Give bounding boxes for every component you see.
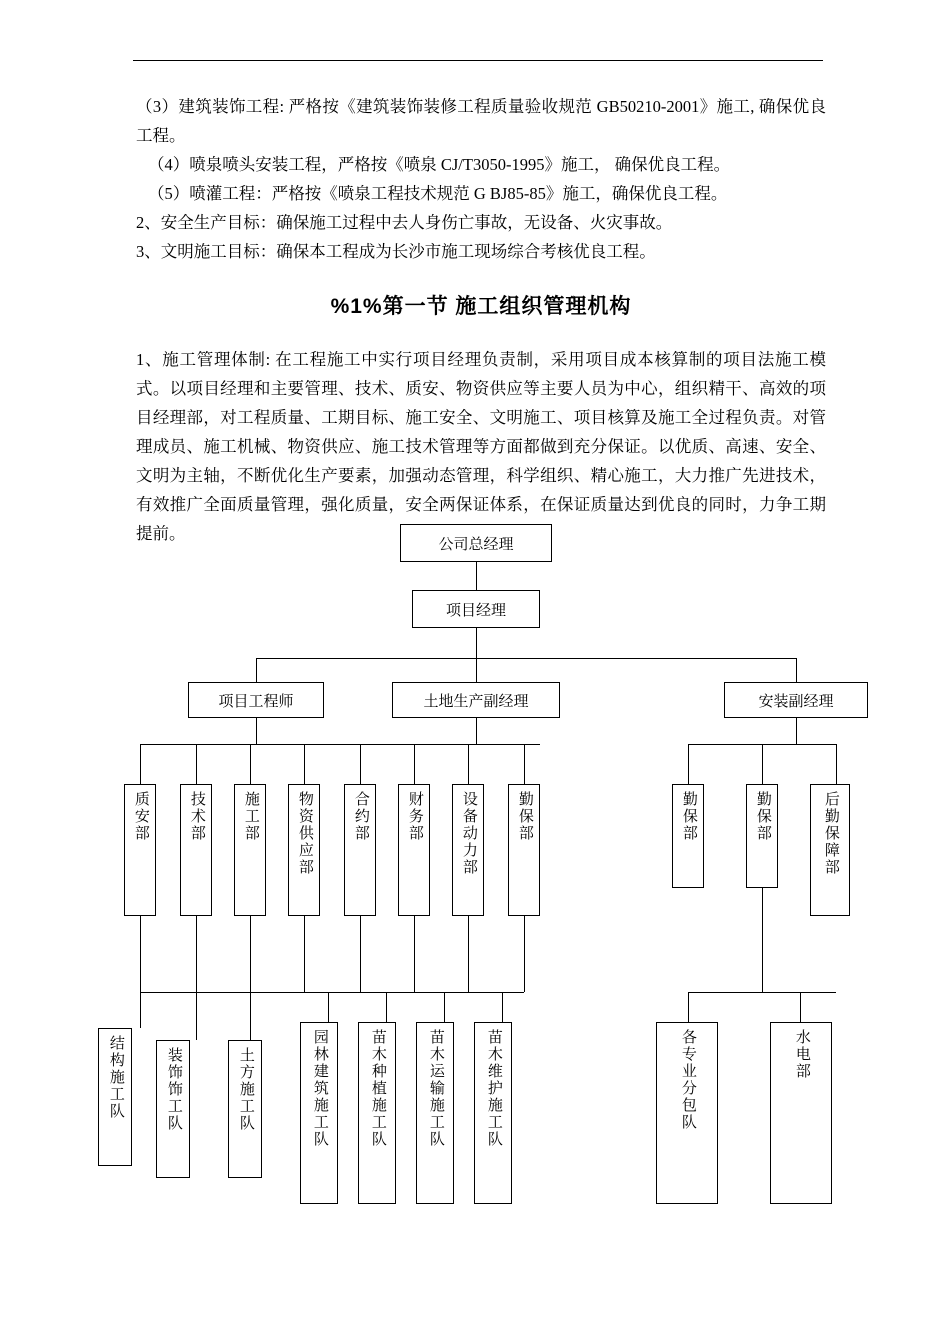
- drop-install-team-2: [800, 992, 801, 1022]
- drop-dept-5: [360, 744, 361, 784]
- org-node-team-earthwork: 土方施工队: [228, 1040, 262, 1178]
- drop-team-7: [502, 992, 503, 1022]
- org-node-land-vice-manager: 土地生产副经理: [392, 682, 560, 718]
- drop-team-1: [140, 992, 141, 1028]
- org-node-dept-technology: 技术部: [180, 784, 212, 916]
- org-node-team-planting: 苗木种植施工队: [358, 1022, 396, 1204]
- org-node-install-team-subcontract: 各专业分包队: [656, 1022, 718, 1204]
- drop-dept-7: [468, 744, 469, 784]
- drop-team-2: [196, 992, 197, 1040]
- org-node-dept-materials-supply: 物资供应部: [288, 784, 320, 916]
- drop-team-6: [444, 992, 445, 1022]
- header-rule: [133, 60, 823, 61]
- drop-install-team-1: [688, 992, 689, 1022]
- org-node-project-manager: 项目经理: [412, 590, 540, 628]
- paragraph-5: 3、文明施工目标：确保本工程成为长沙市施工现场综合考核优良工程。: [136, 242, 656, 261]
- drop-install-dept-1: [688, 744, 689, 784]
- org-node-project-engineer: 项目工程师: [188, 682, 324, 718]
- drop-dept-6: [414, 744, 415, 784]
- drop-dept5-teams: [360, 916, 361, 992]
- section-title: %1%第一节 施工组织管理机构: [330, 295, 632, 318]
- drop-install-vice: [796, 658, 797, 682]
- org-node-dept-construction: 施工部: [234, 784, 266, 916]
- drop-team-3: [250, 992, 251, 1040]
- drop-land-to-deptbus: [476, 718, 477, 744]
- drop-install-to-teams: [762, 888, 763, 992]
- paragraph-2: （4）喷泉喷头安装工程，严格按《喷泉 CJ/T3050-1995》施工， 确保优良工程。: [148, 155, 731, 174]
- org-node-install-vice-manager: 安装副经理: [724, 682, 868, 718]
- org-node-general-manager: 公司总经理: [400, 524, 552, 562]
- bus-level3: [256, 658, 796, 659]
- org-node-install-team-electrical: 水电部: [770, 1022, 832, 1204]
- org-node-team-decoration: 装饰饰工队: [156, 1040, 190, 1178]
- paragraph-4: 2、安全生产目标：确保施工过程中去人身伤亡事故，无设备、火灾事故。: [136, 213, 673, 232]
- drop-dept-2: [196, 744, 197, 784]
- drop-team-5: [386, 992, 387, 1022]
- org-node-team-maintenance: 苗木维护施工队: [474, 1022, 512, 1204]
- drop-dept6-teams: [414, 916, 415, 992]
- connector-l1-l2: [476, 562, 477, 590]
- org-node-dept-finance: 财务部: [398, 784, 430, 916]
- drop-land-vice: [476, 658, 477, 682]
- org-node-install-dept-1: 勤保部: [672, 784, 704, 888]
- drop-install-bus: [796, 718, 797, 744]
- org-node-team-transport: 苗木运输施工队: [416, 1022, 454, 1204]
- drop-eng-to-deptbus: [256, 718, 257, 744]
- org-node-dept-equipment-power: 设备动力部: [452, 784, 484, 916]
- bus-install-teams: [688, 992, 836, 993]
- org-node-dept-contract: 合约部: [344, 784, 376, 916]
- drop-dept-1: [140, 744, 141, 784]
- org-node-team-landscape-building: 园林建筑施工队: [300, 1022, 338, 1204]
- org-node-install-dept-2: 勤保部: [746, 784, 778, 888]
- bus-departments: [140, 744, 540, 745]
- org-chart: [0, 512, 950, 1232]
- drop-install-dept-2: [762, 744, 763, 784]
- org-node-install-dept-3: 后勤保障部: [810, 784, 850, 916]
- drop-dept-4: [304, 744, 305, 784]
- drop-dept-3: [250, 744, 251, 784]
- intro-paragraphs: [136, 92, 826, 266]
- org-node-dept-quality-safety: 质安部: [124, 784, 156, 916]
- drop-engineer: [256, 658, 257, 682]
- drop-dept3-teams: [250, 916, 251, 992]
- drop-dept7-teams: [468, 916, 469, 992]
- drop-dept1-teams: [140, 916, 141, 992]
- drop-team-4: [328, 992, 329, 1022]
- drop-install-dept-3: [836, 744, 837, 784]
- bus-teams: [140, 992, 524, 993]
- paragraph-3: （5）喷灌工程：严格按《喷泉工程技术规范 G BJ85-85》施工，确保优良工程。: [148, 184, 728, 203]
- drop-dept8-teams: [524, 916, 525, 992]
- section-paragraph: 1、施工管理体制: 在工程施工中实行项目经理负责制，采用项目成本核算制的项目法施工模式。以项目经理和主要管理、技术、质安、物资供应等主要人员为中心，组织精干、高效的项目经理部，对工程质量、工期目标、施工安全、文明施工、项目核算及施工全过程负责。对管理成员、施工机械、物资供应、施工技术管理等方面都做到充分保证。以优质、高速、安全、文明为主轴，不断优化生产要素，加强动态管理，科学组织、精心施工，大力推广先进技术，有效推广全面质量管理，强化质量，安全两保证体系，在保证质量达到优良的同时，力争工期提前。: [136, 350, 826, 543]
- org-node-dept-logistics: 勤保部: [508, 784, 540, 916]
- paragraph-1: （3）建筑装饰工程: 严格按《建筑装饰装修工程质量验收规范 GB50210-2001》施工, 确保优良工程。: [136, 97, 826, 145]
- drop-dept-8: [524, 744, 525, 784]
- drop-dept4-teams: [304, 916, 305, 992]
- org-node-team-structure: 结构施工队: [98, 1028, 132, 1166]
- connector-l2-bus: [476, 628, 477, 658]
- drop-dept2-teams: [196, 916, 197, 992]
